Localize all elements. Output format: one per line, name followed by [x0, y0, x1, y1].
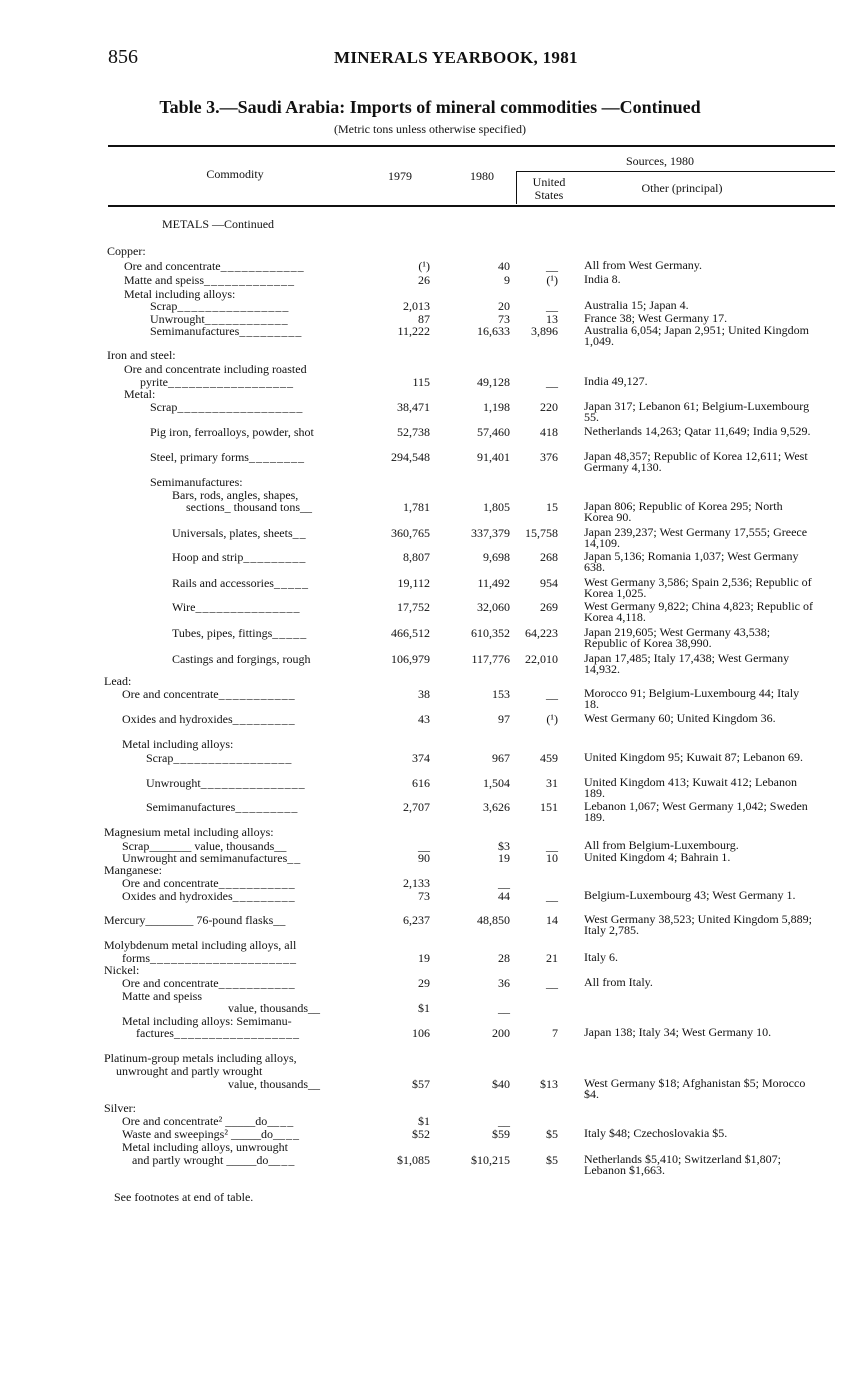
commodity-label	[150, 300, 289, 312]
commodity-text: Platinum-group metals including alloys,	[104, 1051, 297, 1065]
commodity-label	[122, 877, 296, 889]
other-sources: All from Italy.	[584, 975, 653, 989]
value-united-states: 22,010	[525, 652, 558, 666]
commodity-text: Scrap	[150, 299, 178, 313]
commodity-label	[116, 1065, 262, 1077]
other-sources: Japan 239,237; West Germany 17,555; Greece 14,109.	[584, 525, 808, 550]
value-1979: 38	[418, 687, 430, 701]
value-united-states: __	[546, 889, 558, 903]
value-1980: 44	[498, 889, 510, 903]
value-1979: 87	[418, 312, 430, 326]
other-sources: Netherlands 14,263; Qatar 11,649; India 9,529.	[584, 424, 811, 438]
commodity-text: Metal including alloys: Semimanu-	[122, 1014, 292, 1028]
value-united-states: 7	[552, 1026, 558, 1040]
commodity-text: Mercury________ 76-pound flasks_	[104, 913, 280, 927]
value-1979: $52	[412, 1127, 430, 1141]
value-1979: 2,133	[403, 876, 430, 890]
commodity-label	[228, 1078, 321, 1090]
commodity-label	[104, 1102, 136, 1114]
commodity-text: Ore and concentrate	[122, 687, 219, 701]
leader-dashes: _________	[235, 800, 299, 814]
commodity-label	[122, 738, 233, 750]
commodity-label	[162, 218, 274, 230]
commodity-label	[104, 964, 139, 976]
commodity-label	[150, 325, 302, 337]
commodity-label	[122, 990, 202, 1002]
value-1979: 90	[418, 851, 430, 865]
footnote: See footnotes at end of table.	[114, 1190, 254, 1204]
value-1980: $40	[492, 1077, 510, 1091]
leader-dashes: _____________	[204, 273, 295, 287]
value-1980: 3,626	[483, 800, 510, 814]
value-united-states: 64,223	[525, 626, 558, 640]
leader-dashes: __	[287, 851, 302, 865]
other-sources: India 49,127.	[584, 374, 648, 388]
commodity-label	[172, 577, 309, 589]
commodity-text: Scrap	[146, 751, 174, 765]
header-1979: 1979	[388, 169, 412, 183]
leader-dashes: _______________	[200, 776, 306, 790]
value-1980: 9	[504, 273, 510, 287]
commodity-text: unwrought and partly wrought	[116, 1064, 263, 1078]
header-bottom-rule	[108, 205, 835, 207]
value-1979: $1	[418, 1001, 430, 1015]
other-sources: West Germany $18; Afghanistan $5; Morocco $4.	[584, 1076, 806, 1101]
other-sources: Morocco 91; Belgium-Luxembourg 44; Italy 18.	[584, 686, 800, 711]
commodity-label	[122, 952, 297, 964]
value-united-states: 15,758	[525, 526, 558, 540]
value-1980: 19	[498, 851, 510, 865]
value-1979: 19	[418, 951, 430, 965]
leader-dashes: _	[314, 1077, 321, 1091]
leader-dashes: _____	[273, 576, 309, 590]
other-sources: Japan 317; Lebanon 61; Belgium-Luxembourg 55.	[584, 399, 810, 424]
value-united-states: __	[546, 976, 558, 990]
commodity-text: Bars, rods, angles, shapes,	[172, 488, 299, 502]
commodity-label	[104, 826, 274, 838]
value-1980: 20	[498, 299, 510, 313]
value-1979: 17,752	[397, 600, 430, 614]
commodity-label	[104, 914, 286, 926]
value-united-states: 13	[546, 312, 558, 326]
commodity-label	[122, 977, 296, 989]
value-1979: 2,013	[403, 299, 430, 313]
commodity-label	[122, 1128, 300, 1140]
commodity-label	[172, 527, 307, 539]
commodity-label	[140, 376, 294, 388]
commodity-text: Metal:	[124, 387, 156, 401]
value-1979: 2,707	[403, 800, 430, 814]
leader-dashes: _________	[243, 550, 307, 564]
leader-dashes: _____________________	[150, 951, 297, 965]
value-united-states: 31	[546, 776, 558, 790]
commodity-text: pyrite	[140, 375, 168, 389]
value-1979: 29	[418, 976, 430, 990]
commodity-label	[122, 1141, 288, 1153]
other-sources: West Germany 60; United Kingdom 36.	[584, 711, 776, 725]
leader-dashes: ___	[273, 1114, 295, 1128]
commodity-label	[122, 713, 296, 725]
commodity-text: Semimanufactures	[150, 324, 240, 338]
commodity-label	[124, 274, 295, 286]
value-1980: 1,805	[483, 500, 510, 514]
value-1979: 52,738	[397, 425, 430, 439]
value-1980: 32,060	[477, 600, 510, 614]
commodity-text: METALS —Continued	[162, 217, 275, 231]
commodity-text: Magnesium metal including alloys:	[104, 825, 274, 839]
value-1980: __	[498, 876, 510, 890]
commodity-label	[146, 752, 292, 764]
commodity-text: Hoop and strip	[172, 550, 244, 564]
commodity-text: Unwrought and semimanufactures	[122, 851, 288, 865]
value-1980: 28	[498, 951, 510, 965]
value-1979: 115	[412, 375, 430, 389]
value-united-states: 459	[540, 751, 558, 765]
commodity-text: Semimanufactures	[146, 800, 236, 814]
other-sources: France 38; West Germany 17.	[584, 311, 728, 325]
header-1980: 1980	[470, 169, 494, 183]
commodity-label	[124, 260, 305, 272]
value-1980: 337,379	[471, 526, 510, 540]
other-sources: Japan 17,485; Italy 17,438; West Germany 14,932.	[584, 651, 790, 676]
commodity-text: Steel, primary forms	[150, 450, 249, 464]
commodity-text: Wire	[172, 600, 196, 614]
commodity-text: Iron and steel:	[107, 348, 176, 362]
value-1979: 616	[412, 776, 430, 790]
value-1979: 466,512	[391, 626, 430, 640]
header-other-principal: Other (principal)	[641, 181, 723, 195]
value-1980: $10,215	[471, 1153, 510, 1167]
value-united-states: 15	[546, 500, 558, 514]
commodity-label	[172, 653, 310, 665]
commodity-text: sections_ thousand tons_	[186, 500, 306, 514]
value-united-states: 14	[546, 913, 558, 927]
value-united-states: 220	[540, 400, 558, 414]
value-1979: 26	[418, 273, 430, 287]
commodity-text: Rails and accessories	[172, 576, 274, 590]
header-united-states: United States	[532, 175, 566, 202]
commodity-text: Ore and concentrate	[122, 976, 219, 990]
commodity-text: Molybdenum metal including alloys, all	[104, 938, 297, 952]
leader-dashes: __	[292, 526, 307, 540]
commodity-text: Matte and speiss	[122, 989, 202, 1003]
value-1980: 49,128	[477, 375, 510, 389]
value-united-states: $5	[546, 1127, 558, 1141]
commodity-label	[146, 777, 306, 789]
other-sources: United Kingdom 4; Bahrain 1.	[584, 850, 731, 864]
commodity-text: forms	[122, 951, 150, 965]
commodity-text: Scrap_______ value, thousands_	[122, 839, 281, 853]
value-1979: 1,781	[403, 500, 430, 514]
commodity-label	[122, 688, 296, 700]
commodity-text: Copper:	[107, 244, 146, 258]
leader-dashes: _________________	[173, 751, 293, 765]
other-sources: Japan 219,605; West Germany 43,538; Republic of Korea 38,990.	[584, 625, 771, 650]
header-sources: Sources, 1980	[626, 154, 694, 168]
other-sources: Belgium-Luxembourg 43; West Germany 1.	[584, 888, 796, 902]
other-sources: Australia 15; Japan 4.	[584, 298, 689, 312]
value-1980: 97	[498, 712, 510, 726]
value-united-states: __	[546, 375, 558, 389]
other-sources: West Germany 38,523; United Kingdom 5,889; Italy 2,785.	[584, 912, 813, 937]
commodity-text: Metal including alloys, unwrought	[122, 1140, 288, 1154]
us-column-divider	[516, 171, 517, 204]
other-sources: Japan 806; Republic of Korea 295; North Korea 90.	[584, 499, 783, 524]
other-sources: Netherlands $5,410; Switzerland $1,807; Lebanon $1,663.	[584, 1152, 781, 1177]
value-1979: 19,112	[397, 576, 430, 590]
commodity-text: Metal including alloys:	[122, 737, 234, 751]
value-1980: 9,698	[483, 550, 510, 564]
value-1979: 43	[418, 712, 430, 726]
other-sources: Japan 48,357; Republic of Korea 12,611; West Germany 4,130.	[584, 449, 808, 474]
value-united-states: __	[546, 259, 558, 273]
running-head: MINERALS YEARBOOK, 1981	[334, 48, 578, 67]
commodity-label	[172, 627, 307, 639]
leader-dashes: _________	[232, 889, 296, 903]
value-united-states: (¹)	[546, 273, 558, 287]
other-sources: United Kingdom 413; Kuwait 412; Lebanon 189.	[584, 775, 797, 800]
other-sources: Japan 5,136; Romania 1,037; West Germany 638.	[584, 549, 799, 574]
commodity-label	[150, 401, 303, 413]
value-1980: $59	[492, 1127, 510, 1141]
value-1979: (¹)	[418, 259, 430, 273]
commodity-label	[150, 426, 314, 438]
commodity-text: Matte and speiss	[124, 273, 204, 287]
value-1980: 610,352	[471, 626, 510, 640]
commodity-text: Universals, plates, sheets	[172, 526, 293, 540]
leader-dashes: ___________	[218, 687, 296, 701]
commodity-label	[107, 349, 176, 361]
leader-dashes: ________________	[177, 299, 290, 313]
leader-dashes: _	[314, 1001, 321, 1015]
commodity-label	[136, 1027, 300, 1039]
commodity-label	[104, 939, 296, 951]
value-1980: 1,504	[483, 776, 510, 790]
leader-dashes: __________________	[177, 400, 304, 414]
leader-dashes: __________________	[173, 1026, 300, 1040]
value-1980: 73	[498, 312, 510, 326]
leader-dashes: _	[280, 839, 288, 853]
value-united-states: 10	[546, 851, 558, 865]
value-1979: __	[418, 839, 430, 853]
value-1979: 106,979	[391, 652, 430, 666]
value-1979: 38,471	[397, 400, 430, 414]
commodity-label	[104, 1052, 297, 1064]
value-united-states: __	[546, 299, 558, 313]
value-1980: 1,198	[483, 400, 510, 414]
commodity-text: Metal including alloys:	[124, 287, 236, 301]
value-1980: $3	[498, 839, 510, 853]
value-united-states: 269	[540, 600, 558, 614]
value-united-states: 3,896	[531, 324, 558, 338]
value-1980: __	[498, 1001, 510, 1015]
commodity-text: Nickel:	[104, 963, 140, 977]
commodity-text: Silver:	[104, 1101, 136, 1115]
value-united-states: __	[546, 687, 558, 701]
commodity-label	[172, 601, 301, 613]
table-title: Table 3.—Saudi Arabia: Imports of mineral commodities —Continued	[159, 97, 701, 117]
commodity-text: Pig iron, ferroalloys, powder, shot	[150, 425, 314, 439]
other-sources: Lebanon 1,067; West Germany 1,042; Sweden 189.	[584, 799, 808, 824]
commodity-text: Scrap	[150, 400, 178, 414]
leader-dashes: ____________	[204, 312, 289, 326]
header-commodity: Commodity	[206, 167, 264, 181]
commodity-label	[122, 1115, 294, 1127]
value-1979: 106	[412, 1026, 430, 1040]
value-1980: 91,401	[477, 450, 510, 464]
value-1979: $57	[412, 1077, 430, 1091]
other-sources: West Germany 9,822; China 4,823; Republic of Korea 4,118.	[584, 599, 813, 624]
commodity-text: Ore and concentrate	[124, 259, 221, 273]
commodity-text: Ore and concentrate including roasted	[124, 362, 307, 376]
value-1979: 73	[418, 889, 430, 903]
commodity-label	[186, 501, 313, 513]
value-1980: 48,850	[477, 913, 510, 927]
commodity-label	[146, 801, 298, 813]
commodity-label	[122, 890, 296, 902]
commodity-text: value, thousands_	[228, 1001, 314, 1015]
value-united-states: $13	[540, 1077, 558, 1091]
value-united-states: __	[546, 839, 558, 853]
commodity-label	[228, 1002, 321, 1014]
value-1979: 11,222	[397, 324, 430, 338]
page-number: 856	[108, 46, 138, 68]
leader-dashes: _	[306, 500, 313, 514]
commodity-text: Ore and concentrate	[122, 876, 219, 890]
commodity-label	[132, 1154, 295, 1166]
other-sources: Italy $48; Czechoslovakia $5.	[584, 1126, 728, 1140]
value-united-states: 21	[546, 951, 558, 965]
leader-dashes: ___	[274, 1153, 296, 1167]
value-1980: __	[498, 1114, 510, 1128]
commodity-text: Unwrought	[146, 776, 201, 790]
header-top-rule	[108, 145, 835, 147]
commodity-label	[172, 551, 306, 563]
commodity-text: Lead:	[104, 674, 132, 688]
commodity-label	[124, 363, 307, 375]
value-united-states: (¹)	[546, 712, 558, 726]
value-1979: 294,548	[391, 450, 430, 464]
leader-dashes: _________	[239, 324, 303, 338]
other-sources: United Kingdom 95; Kuwait 87; Lebanon 69.	[584, 750, 803, 764]
value-united-states: 418	[540, 425, 558, 439]
commodity-text: value, thousands_	[228, 1077, 314, 1091]
sources-rule	[516, 171, 835, 172]
commodity-text: Unwrought	[150, 312, 205, 326]
value-1980: 117,776	[471, 652, 510, 666]
commodity-text: and partly wrought _____do_	[132, 1153, 275, 1167]
commodity-text: Manganese:	[104, 863, 162, 877]
leader-dashes: ___________	[218, 976, 296, 990]
other-sources: All from Belgium-Luxembourg.	[584, 838, 739, 852]
commodity-text: Oxides and hydroxides	[122, 712, 233, 726]
other-sources: India 8.	[584, 272, 621, 286]
leader-dashes: _	[279, 913, 287, 927]
value-1980: 967	[492, 751, 510, 765]
value-1980: 36	[498, 976, 510, 990]
commodity-label	[150, 451, 305, 463]
commodity-text: factures	[136, 1026, 174, 1040]
commodity-label	[107, 245, 146, 257]
value-1979: $1	[418, 1114, 430, 1128]
value-united-states: 268	[540, 550, 558, 564]
commodity-label	[104, 675, 131, 687]
leader-dashes: ___	[278, 1127, 300, 1141]
commodity-text: Castings and forgings, rough	[172, 652, 311, 666]
value-1980: 11,492	[477, 576, 510, 590]
other-sources: All from West Germany.	[584, 258, 703, 272]
other-sources: Japan 138; Italy 34; West Germany 10.	[584, 1025, 772, 1039]
leader-dashes: _____	[272, 626, 308, 640]
commodity-label	[150, 476, 243, 488]
leader-dashes: _________	[232, 712, 296, 726]
leader-dashes: __________________	[168, 375, 294, 389]
other-sources: West Germany 3,586; Spain 2,536; Republic of Korea 1,025.	[584, 575, 812, 600]
leader-dashes: ____________	[220, 259, 305, 273]
value-united-states: 376	[540, 450, 558, 464]
commodity-text: Oxides and hydroxides	[122, 889, 233, 903]
value-united-states: $5	[546, 1153, 558, 1167]
other-sources: Italy 6.	[584, 950, 618, 964]
value-1980: 57,460	[477, 425, 510, 439]
commodity-text: Semimanufactures:	[150, 475, 243, 489]
value-1980: 153	[492, 687, 510, 701]
value-united-states: 954	[540, 576, 558, 590]
value-1979: 360,765	[391, 526, 430, 540]
value-1980: 200	[492, 1026, 510, 1040]
commodity-text: Ore and concentrate² _____do_	[122, 1114, 274, 1128]
commodity-label	[124, 388, 155, 400]
value-1979: $1,085	[397, 1153, 430, 1167]
value-1979: 8,807	[403, 550, 430, 564]
leader-dashes: ___________	[218, 876, 296, 890]
value-1980: 40	[498, 259, 510, 273]
value-1979: 374	[412, 751, 430, 765]
table-subtitle: (Metric tons unless otherwise specified)	[334, 122, 526, 136]
commodity-text: Waste and sweepings² _____do_	[122, 1127, 279, 1141]
value-1980: 16,633	[477, 324, 510, 338]
commodity-label	[104, 864, 162, 876]
other-sources: Australia 6,054; Japan 2,951; United Kingdom 1,049.	[584, 323, 809, 348]
value-1979: 6,237	[403, 913, 430, 927]
leader-dashes: _______________	[195, 600, 301, 614]
leader-dashes: ________	[248, 450, 305, 464]
commodity-text: Tubes, pipes, fittings	[172, 626, 273, 640]
value-united-states: 151	[540, 800, 558, 814]
